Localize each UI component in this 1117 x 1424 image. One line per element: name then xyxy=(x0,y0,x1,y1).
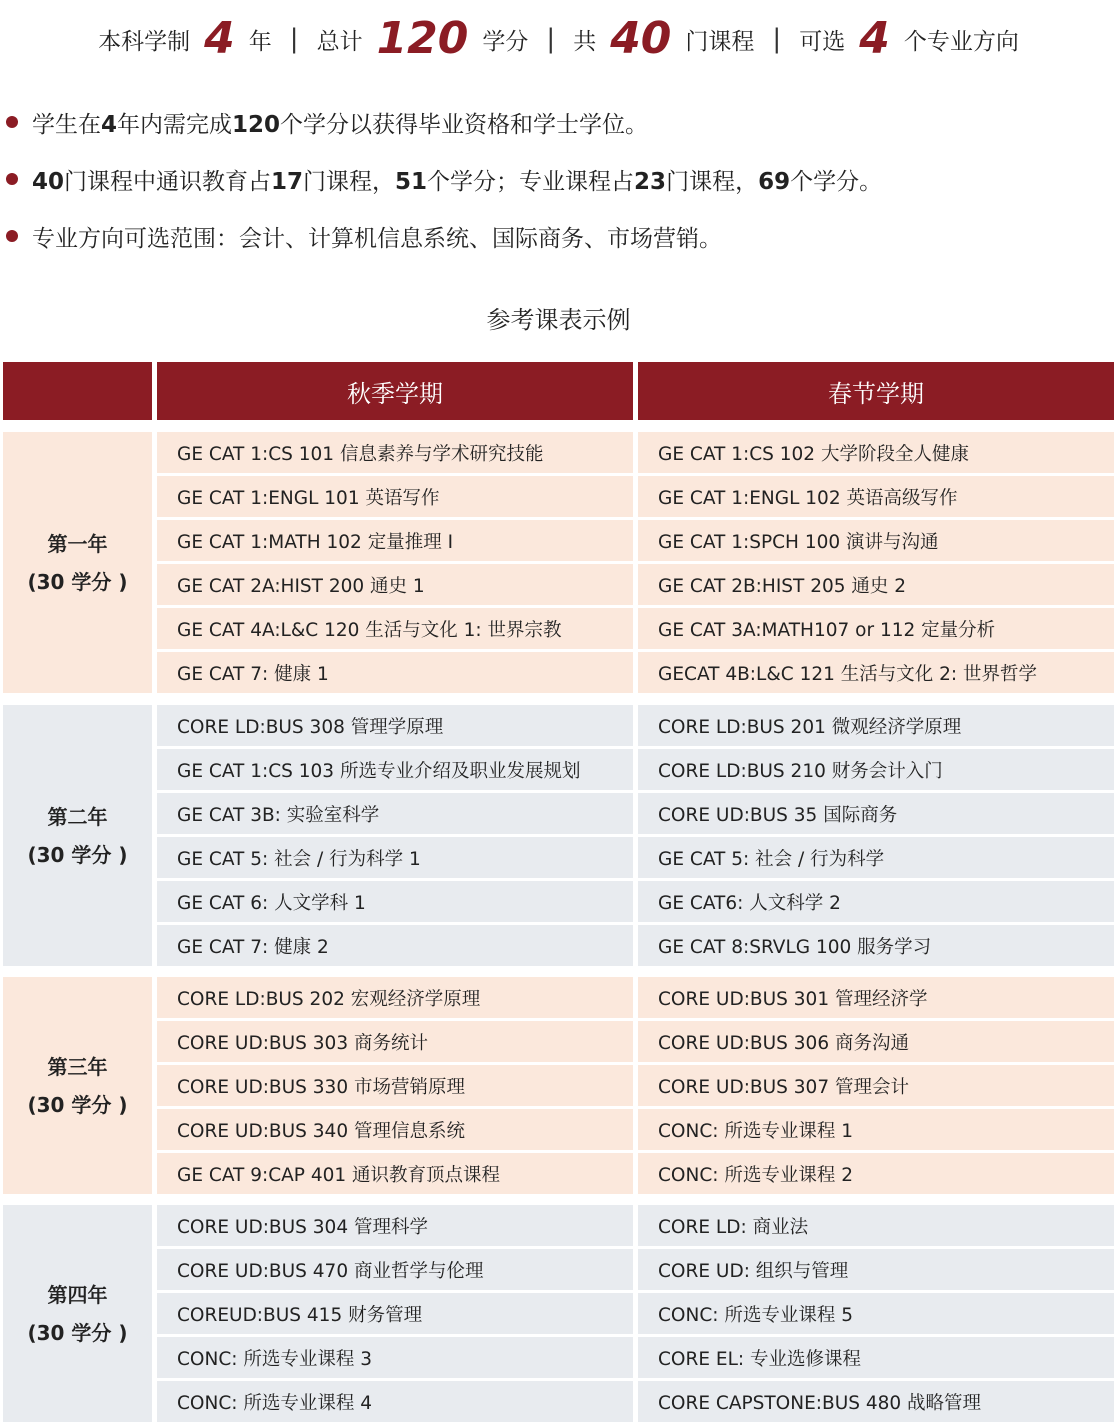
fall-course-cell: CORE LD:BUS 308 管理学原理 xyxy=(157,705,633,746)
stat-credits-label: 总计 xyxy=(316,28,363,55)
spring-course-cell: CORE UD: 组织与管理 xyxy=(638,1249,1114,1290)
fall-course-cell: CORE UD:BUS 304 管理科学 xyxy=(157,1205,633,1246)
stat-duration-label: 本科学制 xyxy=(98,28,191,55)
year-name: 第三年 xyxy=(47,1054,108,1079)
year-label xyxy=(3,705,152,966)
stat-credits-value: 120 xyxy=(376,13,469,64)
spring-course-cell: GE CAT 5: 社会 / 行为科学 xyxy=(638,837,1114,878)
bullet-dot-icon xyxy=(6,116,18,128)
header-spring-semester: 春节学期 xyxy=(638,362,1114,420)
stat-majors-label: 可选 xyxy=(799,28,846,55)
spring-course-cell: CONC: 所选专业课程 2 xyxy=(638,1153,1114,1194)
spring-course-cell: GE CAT 1:SPCH 100 演讲与沟通 xyxy=(638,520,1114,561)
spring-course-cell: CORE UD:BUS 306 商务沟通 xyxy=(638,1021,1114,1062)
fall-course-cell: GE CAT 1:ENGL 101 英语写作 xyxy=(157,476,633,517)
stat-courses-unit: 门课程 xyxy=(685,28,755,55)
table-title: 参考课表示例 xyxy=(486,306,631,334)
fall-course-cell: GE CAT 7: 健康 1 xyxy=(157,652,633,693)
fall-course-cell: GE CAT 7: 健康 2 xyxy=(157,925,633,966)
stat-separator: | xyxy=(289,24,299,54)
year-label xyxy=(3,977,152,1194)
year-credits: (30 学分 ) xyxy=(27,1320,128,1345)
fall-course-cell: GE CAT 6: 人文学科 1 xyxy=(157,881,633,922)
spring-course-cell: CORE UD:BUS 307 管理会计 xyxy=(638,1065,1114,1106)
spring-course-cell: CONC: 所选专业课程 1 xyxy=(638,1109,1114,1150)
fall-course-cell: COREUD:BUS 415 财务管理 xyxy=(157,1293,633,1334)
header-corner-cell xyxy=(3,362,152,420)
spring-course-cell: CORE LD:BUS 201 微观经济学原理 xyxy=(638,705,1114,746)
spring-course-cell: CONC: 所选专业课程 5 xyxy=(638,1293,1114,1334)
stat-majors-unit: 个专业方向 xyxy=(903,28,1019,55)
header-fall-semester: 秋季学期 xyxy=(157,362,633,420)
fall-course-cell: CORE UD:BUS 470 商业哲学与伦理 xyxy=(157,1249,633,1290)
spring-course-cell: CORE LD: 商业法 xyxy=(638,1205,1114,1246)
fall-course-cell: GE CAT 3B: 实验室科学 xyxy=(157,793,633,834)
spring-course-cell: GE CAT 1:CS 102 大学阶段全人健康 xyxy=(638,432,1114,473)
bullet-item-3 xyxy=(0,216,722,256)
fall-course-cell: GE CAT 1:MATH 102 定量推理 I xyxy=(157,520,633,561)
fall-course-cell: GE CAT 4A:L&C 120 生活与文化 1: 世界宗教 xyxy=(157,608,633,649)
year-name: 第四年 xyxy=(47,1282,108,1307)
bullet-item-2 xyxy=(0,159,882,199)
year-name: 第二年 xyxy=(47,804,108,829)
spring-course-cell: GE CAT 2B:HIST 205 通史 2 xyxy=(638,564,1114,605)
fall-course-cell: GE CAT 1:CS 103 所选专业介绍及职业发展规划 xyxy=(157,749,633,790)
stats-line xyxy=(0,0,1117,78)
fall-course-cell: CORE UD:BUS 340 管理信息系统 xyxy=(157,1109,633,1150)
spring-course-cell: CORE LD:BUS 210 财务会计入门 xyxy=(638,749,1114,790)
year-credits: (30 学分 ) xyxy=(27,569,128,594)
fall-course-cell: GE CAT 1:CS 101 信息素养与学术研究技能 xyxy=(157,432,633,473)
fall-course-cell: CORE UD:BUS 330 市场营销原理 xyxy=(157,1065,633,1106)
stat-courses-value: 40 xyxy=(610,13,672,64)
spring-course-cell: GE CAT6: 人文科学 2 xyxy=(638,881,1114,922)
fall-course-cell: CORE UD:BUS 303 商务统计 xyxy=(157,1021,633,1062)
year-label xyxy=(3,1205,152,1422)
bullet-text: 学生在4年内需完成120个学分以获得毕业资格和学士学位。 xyxy=(32,111,649,138)
spring-course-cell: GECAT 4B:L&C 121 生活与文化 2: 世界哲学 xyxy=(638,652,1114,693)
bullet-item-1 xyxy=(0,102,648,142)
stat-separator: | xyxy=(546,24,556,54)
spring-course-cell: GE CAT 8:SRVLG 100 服务学习 xyxy=(638,925,1114,966)
fall-course-cell: GE CAT 9:CAP 401 通识教育顶点课程 xyxy=(157,1153,633,1194)
year-credits: (30 学分 ) xyxy=(27,842,128,867)
spring-course-cell: CORE EL: 专业选修课程 xyxy=(638,1337,1114,1378)
year-credits: (30 学分 ) xyxy=(27,1092,128,1117)
stat-duration-value: 4 xyxy=(204,13,235,64)
stat-majors-value: 4 xyxy=(859,13,890,64)
stat-courses-label: 共 xyxy=(573,28,597,55)
year-label xyxy=(3,432,152,693)
fall-course-cell: GE CAT 5: 社会 / 行为科学 1 xyxy=(157,837,633,878)
spring-course-cell: GE CAT 3A:MATH107 or 112 定量分析 xyxy=(638,608,1114,649)
bullet-text: 专业方向可选范围：会计、计算机信息系统、国际商务、市场营销。 xyxy=(32,225,722,252)
stat-duration-unit: 年 xyxy=(248,28,272,55)
fall-course-cell: GE CAT 2A:HIST 200 通史 1 xyxy=(157,564,633,605)
spring-course-cell: CORE UD:BUS 35 国际商务 xyxy=(638,793,1114,834)
spring-course-cell: CORE CAPSTONE:BUS 480 战略管理 xyxy=(638,1381,1114,1422)
bullet-dot-icon xyxy=(6,173,18,185)
stat-credits-unit: 学分 xyxy=(482,28,529,55)
fall-course-cell: CONC: 所选专业课程 3 xyxy=(157,1337,633,1378)
spring-course-cell: GE CAT 1:ENGL 102 英语高级写作 xyxy=(638,476,1114,517)
spring-course-cell: CORE UD:BUS 301 管理经济学 xyxy=(638,977,1114,1018)
stat-separator: | xyxy=(772,24,782,54)
fall-course-cell: CONC: 所选专业课程 4 xyxy=(157,1381,633,1422)
bullet-text: 40门课程中通识教育占17门课程，51个学分；专业课程占23门课程，69个学分。 xyxy=(32,168,883,195)
bullet-dot-icon xyxy=(6,230,18,242)
fall-course-cell: CORE LD:BUS 202 宏观经济学原理 xyxy=(157,977,633,1018)
year-name: 第一年 xyxy=(47,531,108,556)
